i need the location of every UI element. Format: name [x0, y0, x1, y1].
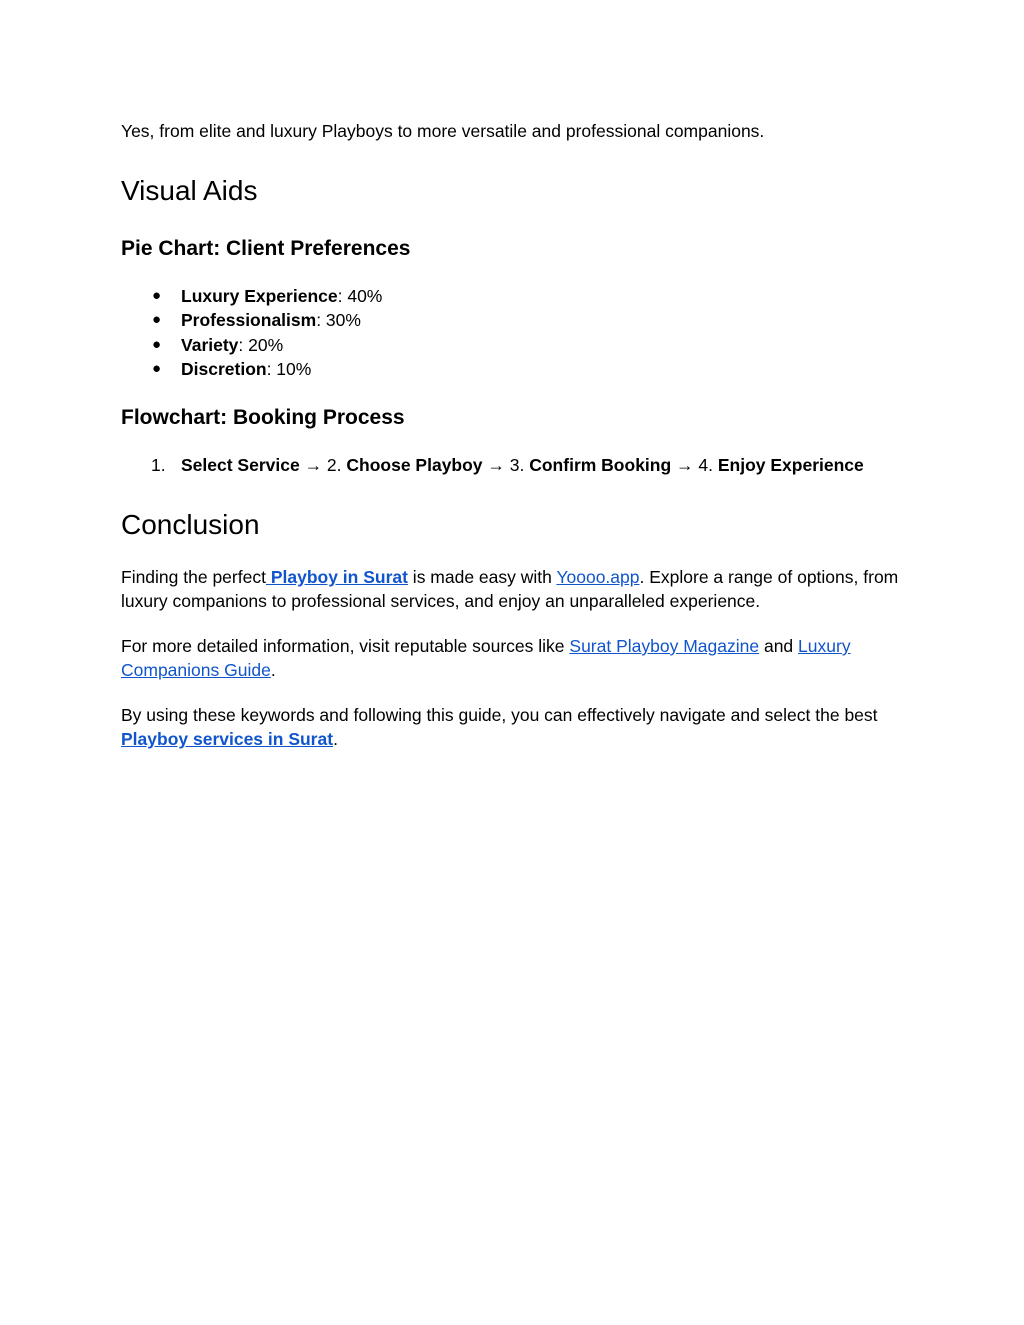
step-separator: → 2. — [299, 455, 347, 475]
preference-value: : 40% — [337, 286, 383, 306]
preference-value: : 20% — [238, 334, 284, 355]
booking-process-list — [121, 453, 864, 477]
playboy-in-surat-link[interactable]: Playboy in Surat — [265, 567, 408, 587]
conclusion-paragraph-1 — [121, 565, 911, 613]
paragraph-text: Finding the perfect — [121, 567, 266, 587]
paragraph-text: For more detailed information, visit reputable sources like — [121, 636, 570, 656]
paragraph-text: By using these keywords and following this guide, you can effectively navigate and select the best — [121, 705, 878, 725]
intro-paragraph: Yes, from elite and luxury Playboys to more versatile and professional companions. — [121, 121, 765, 141]
preference-label: Luxury Experience — [181, 286, 338, 306]
conclusion-heading: Conclusion — [121, 509, 260, 540]
preference-label: Discretion — [181, 358, 267, 379]
preference-label: Professionalism — [181, 310, 317, 331]
yoooo-app-link[interactable]: Yoooo.app — [556, 567, 640, 587]
list-item — [121, 357, 382, 381]
bullet-icon: ● — [152, 287, 162, 304]
playboy-services-in-surat-link[interactable]: Playboy services in Surat — [121, 729, 334, 749]
surat-playboy-magazine-link[interactable]: Surat Playboy Magazine — [569, 636, 760, 656]
step-select-service: Select Service — [181, 455, 300, 475]
step-separator: → 3. — [482, 455, 530, 475]
visual-aids-heading: Visual Aids — [121, 175, 258, 206]
paragraph-text: is made easy with — [407, 567, 557, 587]
conclusion-paragraph-2 — [121, 634, 911, 682]
bullet-icon: ● — [152, 311, 162, 329]
preference-label: Variety — [181, 334, 239, 355]
list-item — [121, 453, 864, 477]
list-item — [121, 333, 382, 357]
list-item — [121, 308, 382, 332]
bullet-icon: ● — [152, 335, 162, 353]
client-preferences-list — [121, 284, 382, 381]
step-number: 1. — [151, 455, 166, 475]
bullet-icon: ● — [152, 359, 162, 377]
luxury-companions-guide-link[interactable]: Luxury Companions Guide — [121, 636, 851, 680]
paragraph-text: . — [333, 729, 338, 749]
step-confirm-booking: Confirm Booking — [529, 455, 672, 475]
flowchart-heading: Flowchart: Booking Process — [121, 406, 405, 429]
step-separator: → 4. — [671, 455, 718, 475]
conclusion-paragraph-3 — [121, 703, 911, 751]
pie-chart-heading: Pie Chart: Client Preferences — [121, 237, 411, 260]
paragraph-text: and — [759, 636, 799, 656]
preference-value: : 30% — [316, 310, 361, 331]
step-enjoy-experience: Enjoy Experience — [717, 455, 864, 475]
paragraph-text: . Explore a range of options, from luxury companions to professional services, and enjoy an unparalleled experience. — [121, 567, 899, 611]
list-item — [121, 284, 382, 308]
preference-value: : 10% — [266, 358, 312, 379]
step-choose-playboy: Choose Playboy — [346, 455, 483, 475]
paragraph-text: . — [270, 660, 276, 680]
